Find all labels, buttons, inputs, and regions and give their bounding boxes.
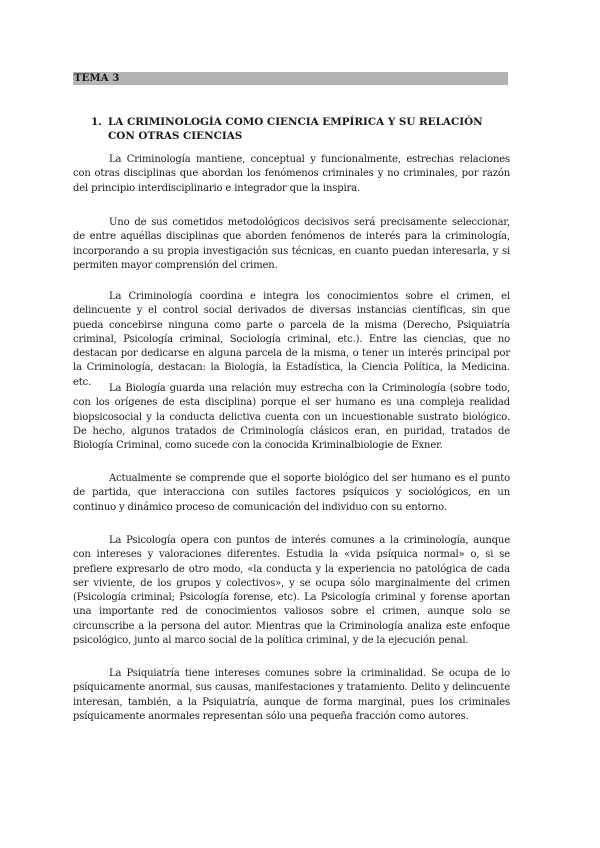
- paragraph-2: Uno de sus cometidos metodológicos decisivos será precisamente seleccionar, de entre aquéllas disciplinas que aborden fenómenos de interés para la criminología, incorporando a su propia investigación sus técnicas, en cuanto puedan interesarla, y si permiten mayor comprensión del crimen.: [73, 217, 510, 271]
- paragraph-4: La Biología guarda una relación muy estrecha con la Criminología (sobre todo, con los orígenes de esta disciplina) porque el ser humano es una compleja realidad biopsicosocial y la conducta delictiva cuenta con un incuestionable sustrato biológico. De hecho, algunos tratados de Criminología clásicos eran, en puridad, tratados de Biología Criminal, como sucede con la conocida Kriminalbiologie de Exner.: [73, 383, 510, 452]
- section-heading: [91, 115, 511, 143]
- paragraph-5: Actualmente se comprende que el soporte biológico del ser humano es el punto de partida, que interacciona con sutiles factores psíquicos y sociológicos, en un continuo y dinámico proceso de comunicación del individuo con su entorno.: [73, 473, 510, 513]
- paragraph-1: La Criminología mantiene, conceptual y funcionalmente, estrechas relaciones con otras disciplinas que abordan los fenómenos criminales y no criminales, por razón del principio interdisciplinario e integrador que la inspira.: [73, 154, 510, 194]
- tema-header-bar: [73, 72, 508, 85]
- section-number: 1.: [91, 116, 102, 128]
- paragraph-7: La Psiquiatría tiene intereses comunes sobre la criminalidad. Se ocupa de lo psíquicamente anormal, sus causas, manifestaciones y tratamiento. Delito y delincuente interesan, también, a la Psiquiatría, aunque de forma marginal, pues los criminales psíquicamente anormales representan sólo una pequeña fracción como autores.: [73, 668, 510, 722]
- paragraph-3: La Criminología coordina e integra los conocimientos sobre el crimen, el delincuente y el control social derivados de diversas instancias científicas, sin que pueda concebirse ninguna como parte o parcela de la misma (Derecho, Psiquiatría criminal, Psicología criminal, Sociología criminal, etc.). Entre las ciencias, que no destacan por dedicarse en alguna parcela de la misma, o tener un interés principal por la Criminología, destacan: la Biología, la Estadística, la Ciencia Política, la Medicina. etc.: [73, 291, 510, 388]
- section-title: LA CRIMINOLOGÍA COMO CIENCIA EMPÍRICA Y SU RELACIÓN CON OTRAS CIENCIAS: [108, 116, 483, 142]
- tema-label: TEMA 3: [74, 73, 120, 84]
- paragraph-6: La Psicología opera con puntos de interés comunes a la criminología, aunque con intereses y valoraciones diferentes. Estudia la «vida psíquica normal» o, si se prefiere expresarlo de otro modo, «la conducta y la experiencia no patológica de cada ser viviente, de los grupos y colectivos», y se ocupa sólo marginalmente del crimen (Psicología criminal; Psicología forense, etc). La Psicología criminal y forense aportan una importante red de conocimientos valiosos sobre el crimen, aunque solo se circunscribe a la persona del autor. Mientras que la Criminología analiza este enfoque psicológico, junto al marco social de la política criminal, y de la ejecución penal.: [73, 535, 510, 647]
